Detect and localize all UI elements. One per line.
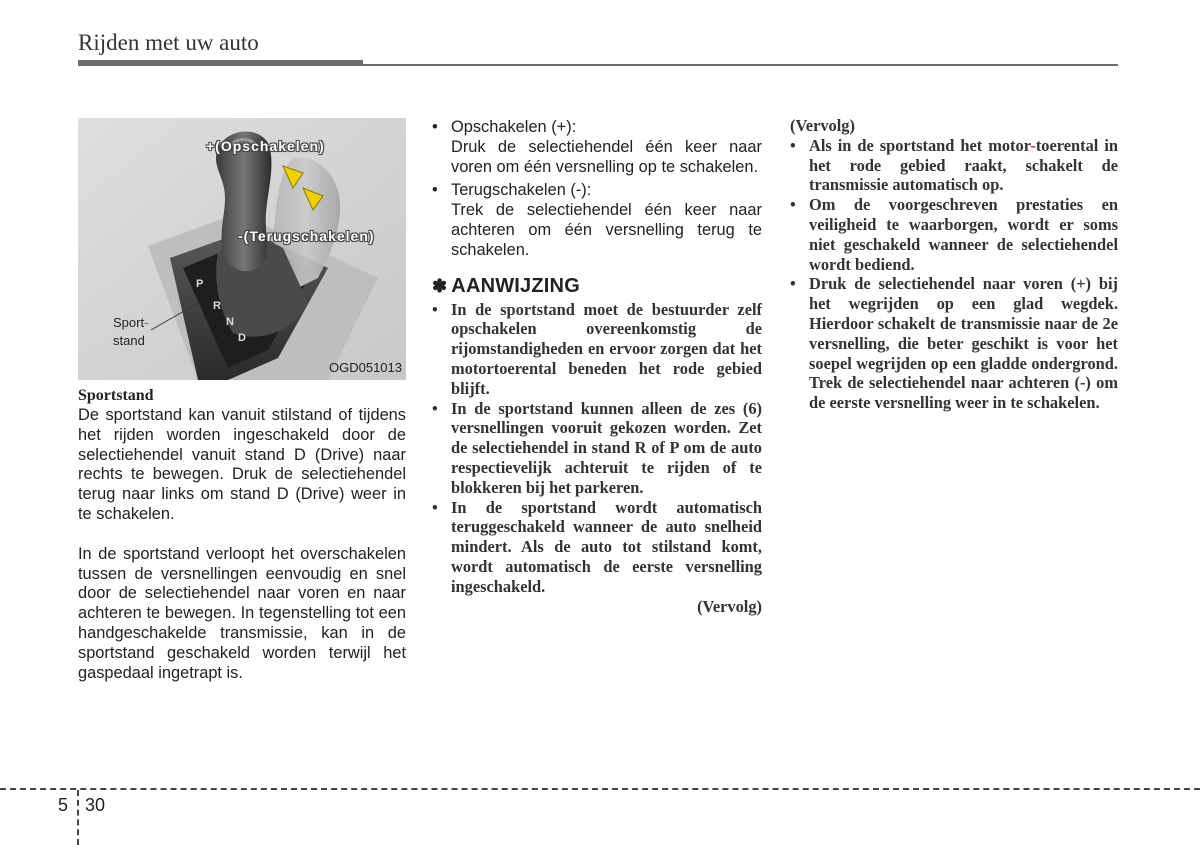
note-item: [432, 300, 762, 399]
footer-rule: [0, 788, 1200, 790]
note-heading-text: AANWIJZING: [451, 274, 580, 297]
page-header-title: Rijden met uw auto: [78, 30, 259, 55]
note-item-text: Om de voorgeschreven prestaties en veiligheid te waarborgen, wordt er soms niet geschakeld wanneer de selectiehendel wordt bediend.: [809, 195, 1118, 274]
continued-label: (Vervolg): [697, 596, 762, 616]
gear-letter-p: P: [196, 278, 204, 290]
section-heading-sportstand: Sportstand: [78, 387, 154, 404]
note-item-text-part1: Als in de sportstand het motor: [809, 135, 1031, 155]
note-heading: [432, 275, 762, 298]
note-item-text: In de sportstand moet de bestuurder zelf opschakelen overeenkomstig de rijomstandigheden en ervoor zorgen dat het motortoerental beneden het rode gebied blijft.: [451, 299, 762, 398]
bullet-dot: •: [432, 118, 438, 136]
column-right: [790, 118, 1118, 413]
sport-label-part1: Sport: [113, 315, 145, 330]
sport-label-part2: stand: [113, 333, 145, 348]
bullet-dot: •: [790, 274, 796, 294]
header-rule-thick: [78, 60, 363, 66]
gear-letter-n: N: [226, 316, 234, 328]
bullet-upshift-desc: Druk de selectiehendel één keer naar voren om één versnelling op te schakelen.: [451, 137, 762, 176]
bullet-dot: •: [432, 398, 438, 418]
paragraph-sportstand-1: De sportstand kan vanuit stilstand of tijdens het rijden worden ingeschakeld door de selectiehendel vanuit stand D (Drive) naar rechts te bewegen. Druk de selectiehendel terug naar links om stand D (Drive) weer in te schakelen.: [78, 406, 406, 523]
hyphen-mark: -: [1030, 135, 1036, 155]
bullet-downshift-desc: Trek de selectiehendel één keer naar achteren om één versnelling terug te schakelen.: [451, 201, 762, 259]
column-middle: [432, 118, 762, 616]
bullet-downshift: [432, 181, 762, 201]
upshift-label: +(Opschakelen): [206, 138, 325, 154]
paragraph-sportstand-2: In de sportstand verloopt het overschakelen tussen de versnellingen eenvoudig en snel door de selectiehendel naar voren en naar achteren te bewegen. In tegenstelling tot een handgeschakelde transmissie, kan in de sportstand geschakeld worden terwijl het gaspedaal ingetrapt is.: [78, 544, 406, 682]
note-star-icon: ✽: [432, 275, 448, 296]
note-item: [432, 498, 762, 597]
bullet-upshift-term: Opschakelen (+):: [451, 118, 577, 136]
bullet-dot: •: [790, 135, 796, 155]
gear-letter-d: D: [238, 332, 246, 344]
note-list-continued: [790, 136, 1118, 413]
bullet-dot: •: [432, 181, 438, 200]
note-item: [790, 274, 1118, 413]
page-number: 30: [85, 795, 106, 815]
downshift-label: -(Terugschakelen): [238, 228, 375, 244]
bullet-downshift-term: Terugschakelen (-):: [451, 181, 592, 200]
note-item-text-part2: toerental in het rode gebied raakt, schakelt de transmissie automatisch op.: [809, 135, 1118, 195]
note-item: [432, 399, 762, 498]
note-item-text: In de sportstand kunnen alleen de zes (6) versnellingen vooruit gekozen worden. Zet de selectiehendel in stand R of P om de auto respectievelijk achteruit te rijden of te blokkeren bij het parkeren.: [451, 398, 762, 497]
bullet-upshift: [432, 118, 762, 138]
gear-letter-r: R: [213, 300, 221, 312]
header-rule-thin: [363, 64, 1118, 66]
note-item: [790, 195, 1118, 274]
gear-shifter-illustration: [78, 118, 406, 380]
bullet-dot: •: [790, 195, 796, 215]
footer-divider: [77, 790, 79, 845]
note-item: [790, 136, 1118, 195]
note-item-text: Druk de selectiehendel naar voren (+) bij het wegrijden op een glad wegdek. Hierdoor schakelt de transmissie naar de 2e versnelling, die beter geschikt is voor het soepel wegrijden op een gladde ondergrond. Trek de selectiehendel naar achteren (-) om de eerste versnelling weer in te schakelen.: [809, 274, 1118, 413]
sport-label-dash: -: [144, 315, 149, 330]
sport-mode-label: [113, 314, 148, 350]
note-item-text: [809, 136, 1118, 195]
bullet-dot: •: [432, 497, 438, 517]
note-list: [432, 300, 762, 597]
continued-from-label: (Vervolg): [790, 116, 855, 135]
note-item-text: In de sportstand wordt automatisch teruggeschakeld wanneer de auto snelheid mindert. Als de auto tot stilstand komt, wordt automatisch de eerste versnelling ingeschakeld.: [451, 497, 762, 596]
bullet-dot: •: [432, 299, 438, 319]
chapter-number: 5: [58, 795, 69, 815]
column-left: [78, 118, 406, 683]
figure-code: OGD051013: [329, 360, 402, 375]
